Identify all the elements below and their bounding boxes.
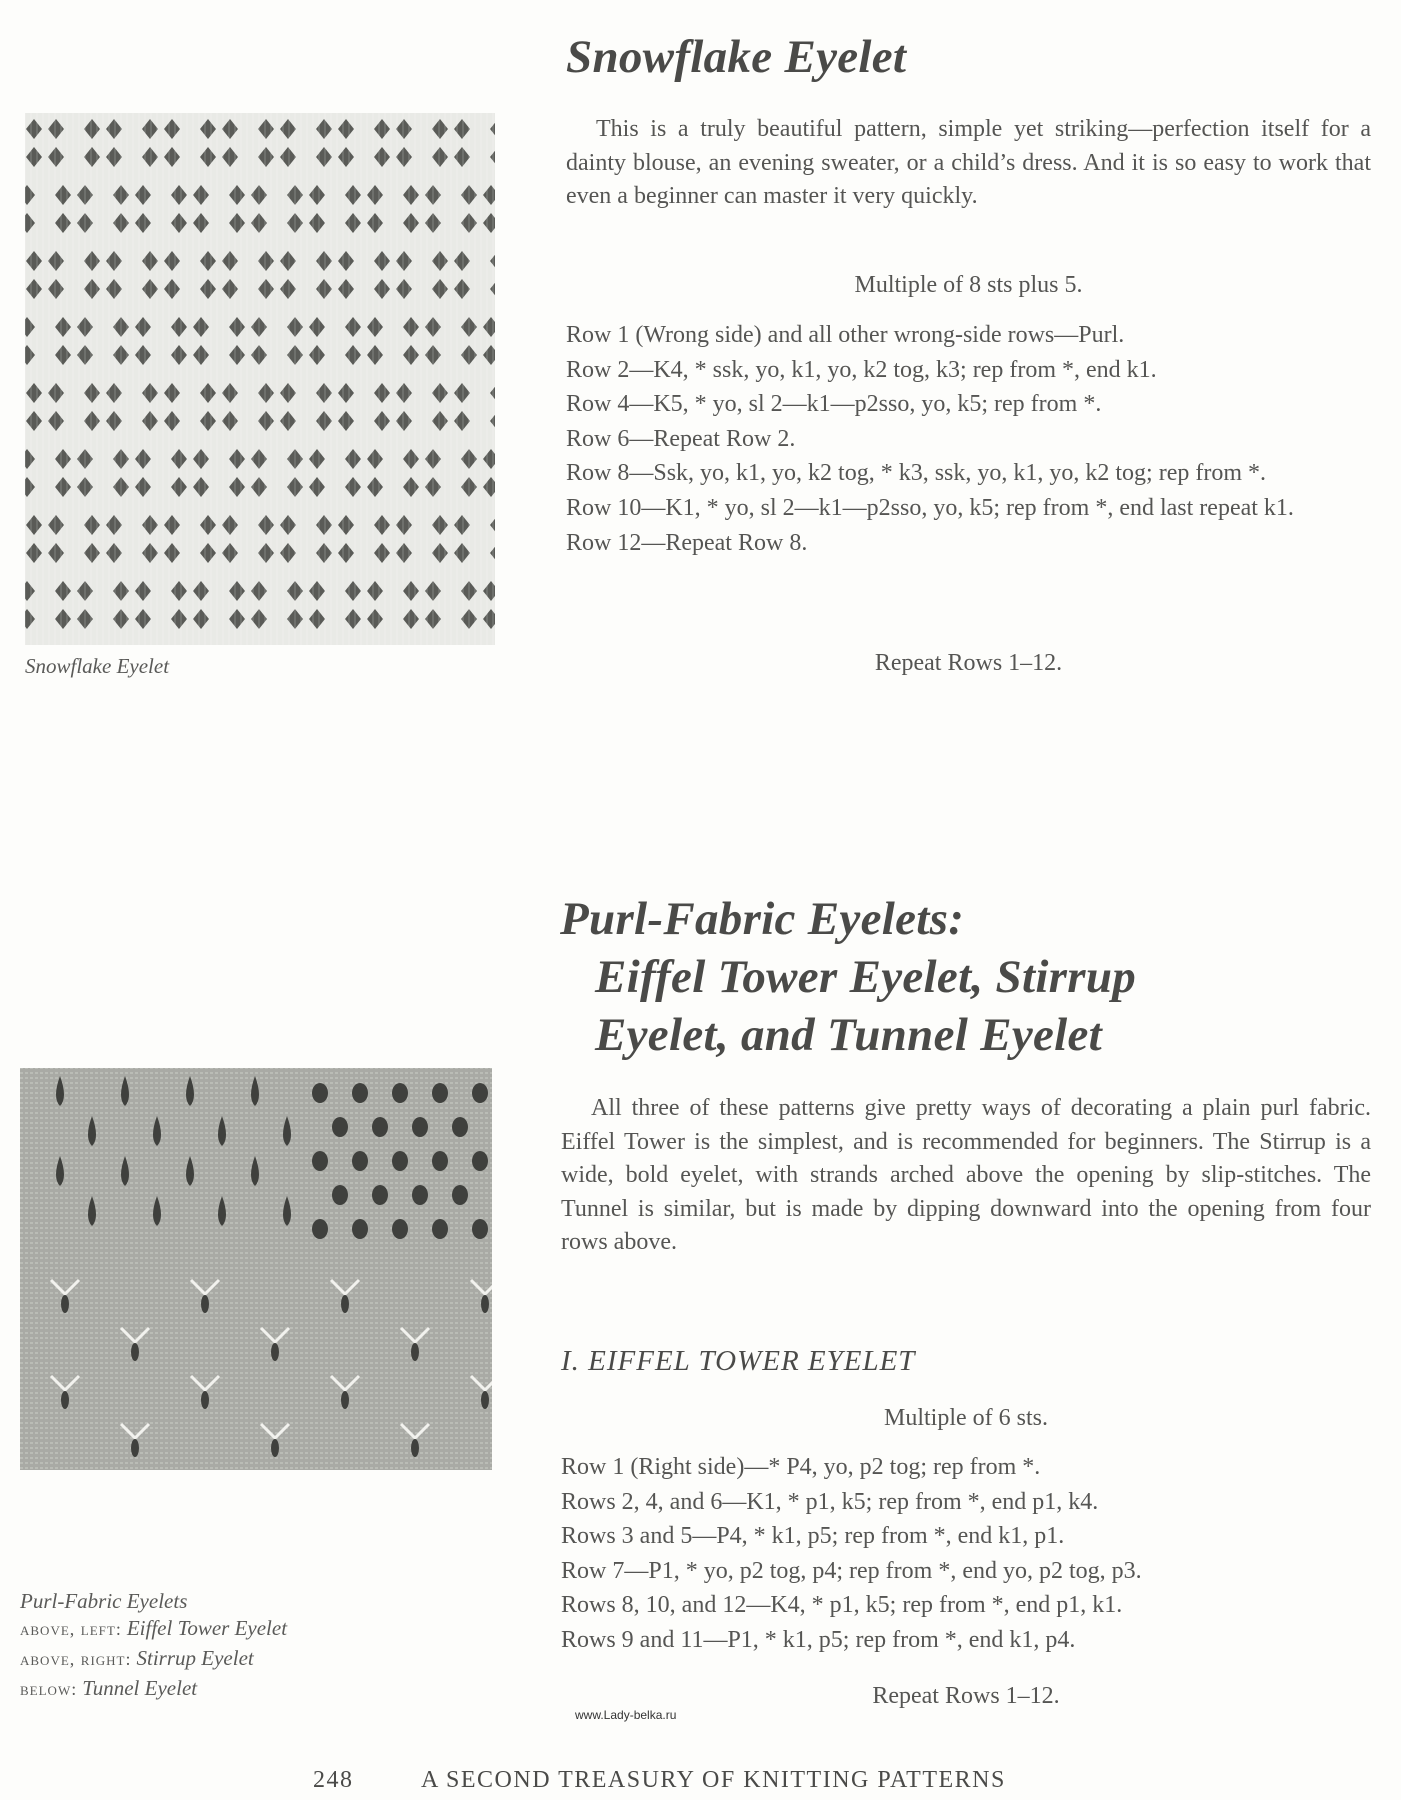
watermark-link[interactable]: www.Lady-belka.ru [575, 1708, 677, 1722]
snowflake-row: Row 4—K5, * yo, sl 2—k1—p2sso, yo, k5; rep from *. [566, 391, 1102, 418]
purl-caption-line [20, 1614, 287, 1644]
snowflake-photo-caption: Snowflake Eyelet [25, 654, 170, 678]
snowflake-repeat: Repeat Rows 1–12. [874, 650, 1063, 676]
snowflake-row: Row 8—Ssk, yo, k1, yo, k2 tog, * k3, ssk, yo, k1, yo, k2 tog; rep from *. [566, 460, 1267, 487]
eiffel-row: Rows 2, 4, and 6—K1, * p1, k5; rep from *, end p1, k4. [561, 1488, 1099, 1515]
eiffel-repeat: Repeat Rows 1–12. [872, 1683, 1060, 1709]
eiffel-row: Rows 3 and 5—P4, * k1, p5; rep from *, end k1, p1. [561, 1523, 1065, 1550]
snowflake-row-list [566, 318, 1371, 560]
purl-fabric-intro-text: All three of these patterns give pretty ways of decorating a plain purl fabric. Eiffel Tower is the simplest, and is recommended for beginners. The Stirrup is a wide, bold eyelet, with strands arched above the opening by slip-stitches. The Tunnel is similar, but is made by dipping downward into the opening from four rows above. [561, 1095, 1371, 1255]
snowflake-title: Snowflake Eyelet [566, 31, 907, 83]
eiffel-row: Rows 9 and 11—P1, * k1, p5; rep from *, end k1, p4. [561, 1626, 1076, 1653]
snowflake-row: Row 6—Repeat Row 2. [566, 425, 796, 452]
snowflake-intro-text: This is a truly beautiful pattern, simple yet striking—perfection itself for a dainty blouse, an evening sweater, or a child’s dress. And it is so easy to work that even a beginner can master it very quickly. [566, 116, 1371, 209]
eiffel-row-list [561, 1450, 1371, 1658]
page-number: 248 [313, 1767, 354, 1793]
running-title: A SECOND TREASURY OF KNITTING PATTERNS [421, 1767, 1006, 1793]
purl-caption-lines [20, 1614, 287, 1704]
snowflake-intro [566, 113, 1371, 214]
caption-label: above, left: [20, 1619, 122, 1639]
purl-fabric-title [560, 890, 1136, 1064]
purl-fabric-texture [20, 1068, 492, 1470]
purl-fabric-photo-caption [20, 1589, 287, 1704]
eiffel-row: Rows 8, 10, and 12—K4, * p1, k5; rep from *, end p1, k1. [561, 1592, 1123, 1619]
snowflake-row: Row 1 (Wrong side) and all other wrong-side rows—Purl. [566, 322, 1125, 348]
snowflake-multiple: Multiple of 8 sts plus 5. [854, 272, 1083, 298]
caption-label: below: [20, 1679, 78, 1699]
caption-value: Eiffel Tower Eyelet [126, 1616, 288, 1640]
caption-value: Tunnel Eyelet [82, 1676, 198, 1700]
caption-label: above, right: [20, 1649, 132, 1669]
purl-fabric-title-line: Eyelet, and Tunnel Eyelet [595, 1009, 1103, 1061]
eiffel-multiple: Multiple of 6 sts. [883, 1405, 1048, 1431]
snowflake-eyelet-photo [25, 113, 495, 645]
purl-caption-line [20, 1674, 287, 1704]
purl-caption-title: Purl-Fabric Eyelets [20, 1589, 188, 1613]
eiffel-heading: I. EIFFEL TOWER EYELET [561, 1345, 916, 1377]
purl-fabric-eyelets-photo [20, 1068, 492, 1470]
purl-fabric-title-line: Purl-Fabric Eyelets: [560, 893, 965, 945]
snowflake-lace-texture [25, 113, 495, 645]
eiffel-row: Row 7—P1, * yo, p2 tog, p4; rep from *, end yo, p2 tog, p3. [561, 1557, 1142, 1584]
snowflake-row: Row 10—K1, * yo, sl 2—k1—p2sso, yo, k5; rep from *, end last repeat k1. [566, 494, 1294, 521]
eiffel-row: Row 1 (Right side)—* P4, yo, p2 tog; rep from *. [561, 1454, 1041, 1480]
snowflake-row: Row 2—K4, * ssk, yo, k1, yo, k2 tog, k3; rep from *, end k1. [566, 356, 1157, 383]
caption-value: Stirrup Eyelet [136, 1646, 254, 1670]
purl-fabric-intro [561, 1092, 1371, 1260]
purl-fabric-title-line: Eiffel Tower Eyelet, Stirrup [595, 951, 1137, 1003]
snowflake-row: Row 12—Repeat Row 8. [566, 529, 808, 556]
purl-caption-line [20, 1644, 287, 1674]
